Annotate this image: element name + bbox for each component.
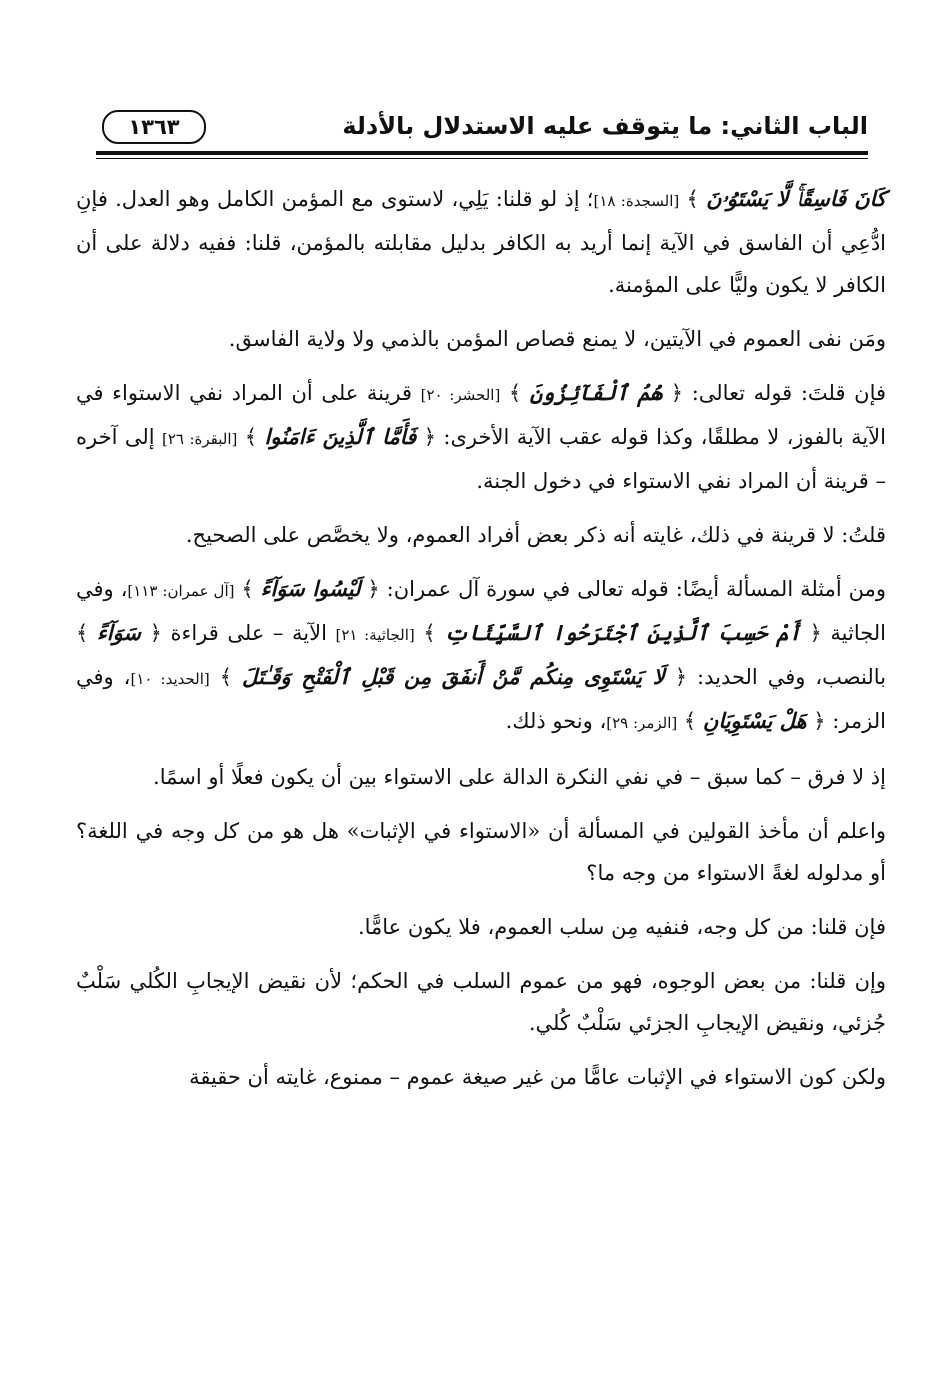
text-run: ﴾ (234, 577, 261, 601)
text-run: ﴾ (679, 187, 707, 211)
text-run: ومن أمثلة المسألة أيضًا: قوله تعالى في سورة آل عمران: ﴿ (360, 577, 887, 601)
page-number: ١٣٦٣ (102, 110, 206, 144)
text-run: قرينة على أن المراد نفي الاستواء في الآية بالفوز، لا مطلقًا، وكذا قوله عقب الآية الأخرى: ﴿ (76, 381, 886, 449)
paragraph (76, 514, 886, 556)
quran-quote: أَمْ حَسِبَ ٱلَّذِينَ ٱجْتَرَحُوا ٱلسَّيِّئَاتِ (444, 620, 801, 645)
paragraph (76, 372, 886, 502)
verse-reference: [الحديد: ١٠] (130, 670, 210, 688)
text-run: ﴾ (677, 709, 703, 733)
quran-quote: لَا يَسْتَوِى مِنكُم مَّنْ أَنفَقَ مِن قَبْلِ ٱلْفَتْحِ وَقَـٰتَلَ (242, 664, 665, 689)
text-run: ، ونحو ذلك. (505, 709, 607, 733)
paragraph (76, 178, 886, 306)
text-run: إلى آخره – قرينة أن المراد نفي الاستواء في دخول الجنة. (76, 425, 886, 493)
quran-quote: كَانَ فَاسِقًاۚ لَّا يَسْتَوُۥنَ (706, 186, 887, 211)
body-text (76, 178, 886, 1110)
page-header (96, 110, 868, 152)
text-run: ﴾ (500, 381, 530, 405)
paragraph (76, 568, 886, 744)
text-run: ، وفي الزمر: ﴿ (76, 665, 886, 733)
running-title: الباب الثاني: ما يتوقف عليه الاستدلال بالأدلة (342, 112, 868, 140)
verse-reference: [الزمر: ٢٩] (606, 714, 678, 732)
paragraph (76, 756, 886, 798)
header-rule-thin (96, 158, 868, 159)
quran-quote: هُمُ ٱلْفَآئِزُونَ (529, 380, 663, 405)
text-run: وإن قلنا: من بعض الوجوه، فهو من عموم السلب في الحكم؛ لأن نقيض الإيجابِ الكُلي سَلْبٌ جُزئي، ونقيض الإيجابِ الجزئي سَلْبٌ كُلي. (76, 969, 886, 1035)
verse-reference: [آل عمران: ١١٣] (127, 582, 235, 600)
paragraph (76, 906, 886, 948)
text-run: فإن قلتَ: قوله تعالى: ﴿ (662, 381, 886, 405)
text-run: ﴾ بالنصب، وفي الحديد: ﴿ (76, 621, 886, 689)
verse-reference: [الحشر: ٢٠] (420, 386, 501, 404)
quran-quote: سَوَآءً (96, 620, 142, 645)
text-run: ﴾ (414, 621, 445, 645)
text-run: ﴾ (237, 425, 265, 449)
quran-quote: لَيْسُوا سَوَآءً (260, 576, 361, 601)
text-run: ، وفي الجاثية ﴿ (76, 577, 886, 645)
paragraph (76, 960, 886, 1044)
text-run: ﴾ (209, 665, 243, 689)
paragraph (76, 318, 886, 360)
text-run: ومَن نفى العموم في الآيتين، لا يمنع قصاص المؤمن بالذمي ولا ولاية الفاسق. (228, 327, 886, 351)
text-run: فإن قلنا: من كل وجه، فنفيه مِن سلب العموم، فلا يكون عامًّا. (357, 915, 886, 939)
verse-reference: [البقرة: ٢٦] (161, 430, 238, 448)
paragraph (76, 810, 886, 894)
header-rule-thick (96, 151, 868, 155)
text-run: واعلم أن مأخذ القولين في المسألة أن «الاستواء في الإثبات» هل هو من كل وجه في اللغة؟ أو مدلوله لغةً الاستواء من وجه ما؟ (76, 819, 886, 885)
text-run: ؛ إذ لو قلنا: يَلِي، لاستوى مع المؤمن الكامل وهو العدل. فإنِ ادُّعِي أن الفاسق في الآية إنما أريد به الكافر بدليل مقابلته بالمؤمن، قلنا: ففيه دلالة على أن الكافر لا يكون وليًّا على المؤمنة. (76, 187, 886, 297)
quran-quote: هَلْ يَسْتَوِيَانِ (702, 708, 807, 733)
paragraph (76, 1056, 886, 1098)
text-run: الآية – على قراءة ﴿ (141, 621, 336, 645)
verse-reference: [الجاثية: ٢١] (335, 626, 415, 644)
text-run: إذ لا فرق – كما سبق – في نفي النكرة الدالة على الاستواء بين أن يكون فعلًا أو اسمًا. (153, 765, 886, 789)
text-run: قلتُ: لا قرينة في ذلك، غايته أنه ذكر بعض أفراد العموم، ولا يخصَّص على الصحيح. (185, 523, 886, 547)
text-run: ولكن كون الاستواء في الإثبات عامًّا من غير صيغة عموم – ممنوع، غايته أن حقيقة (189, 1065, 886, 1089)
verse-reference: [السجدة: ١٨] (593, 192, 680, 210)
quran-quote: فَأَمَّا ٱلَّذِينَ ءَامَنُوا (264, 424, 417, 449)
